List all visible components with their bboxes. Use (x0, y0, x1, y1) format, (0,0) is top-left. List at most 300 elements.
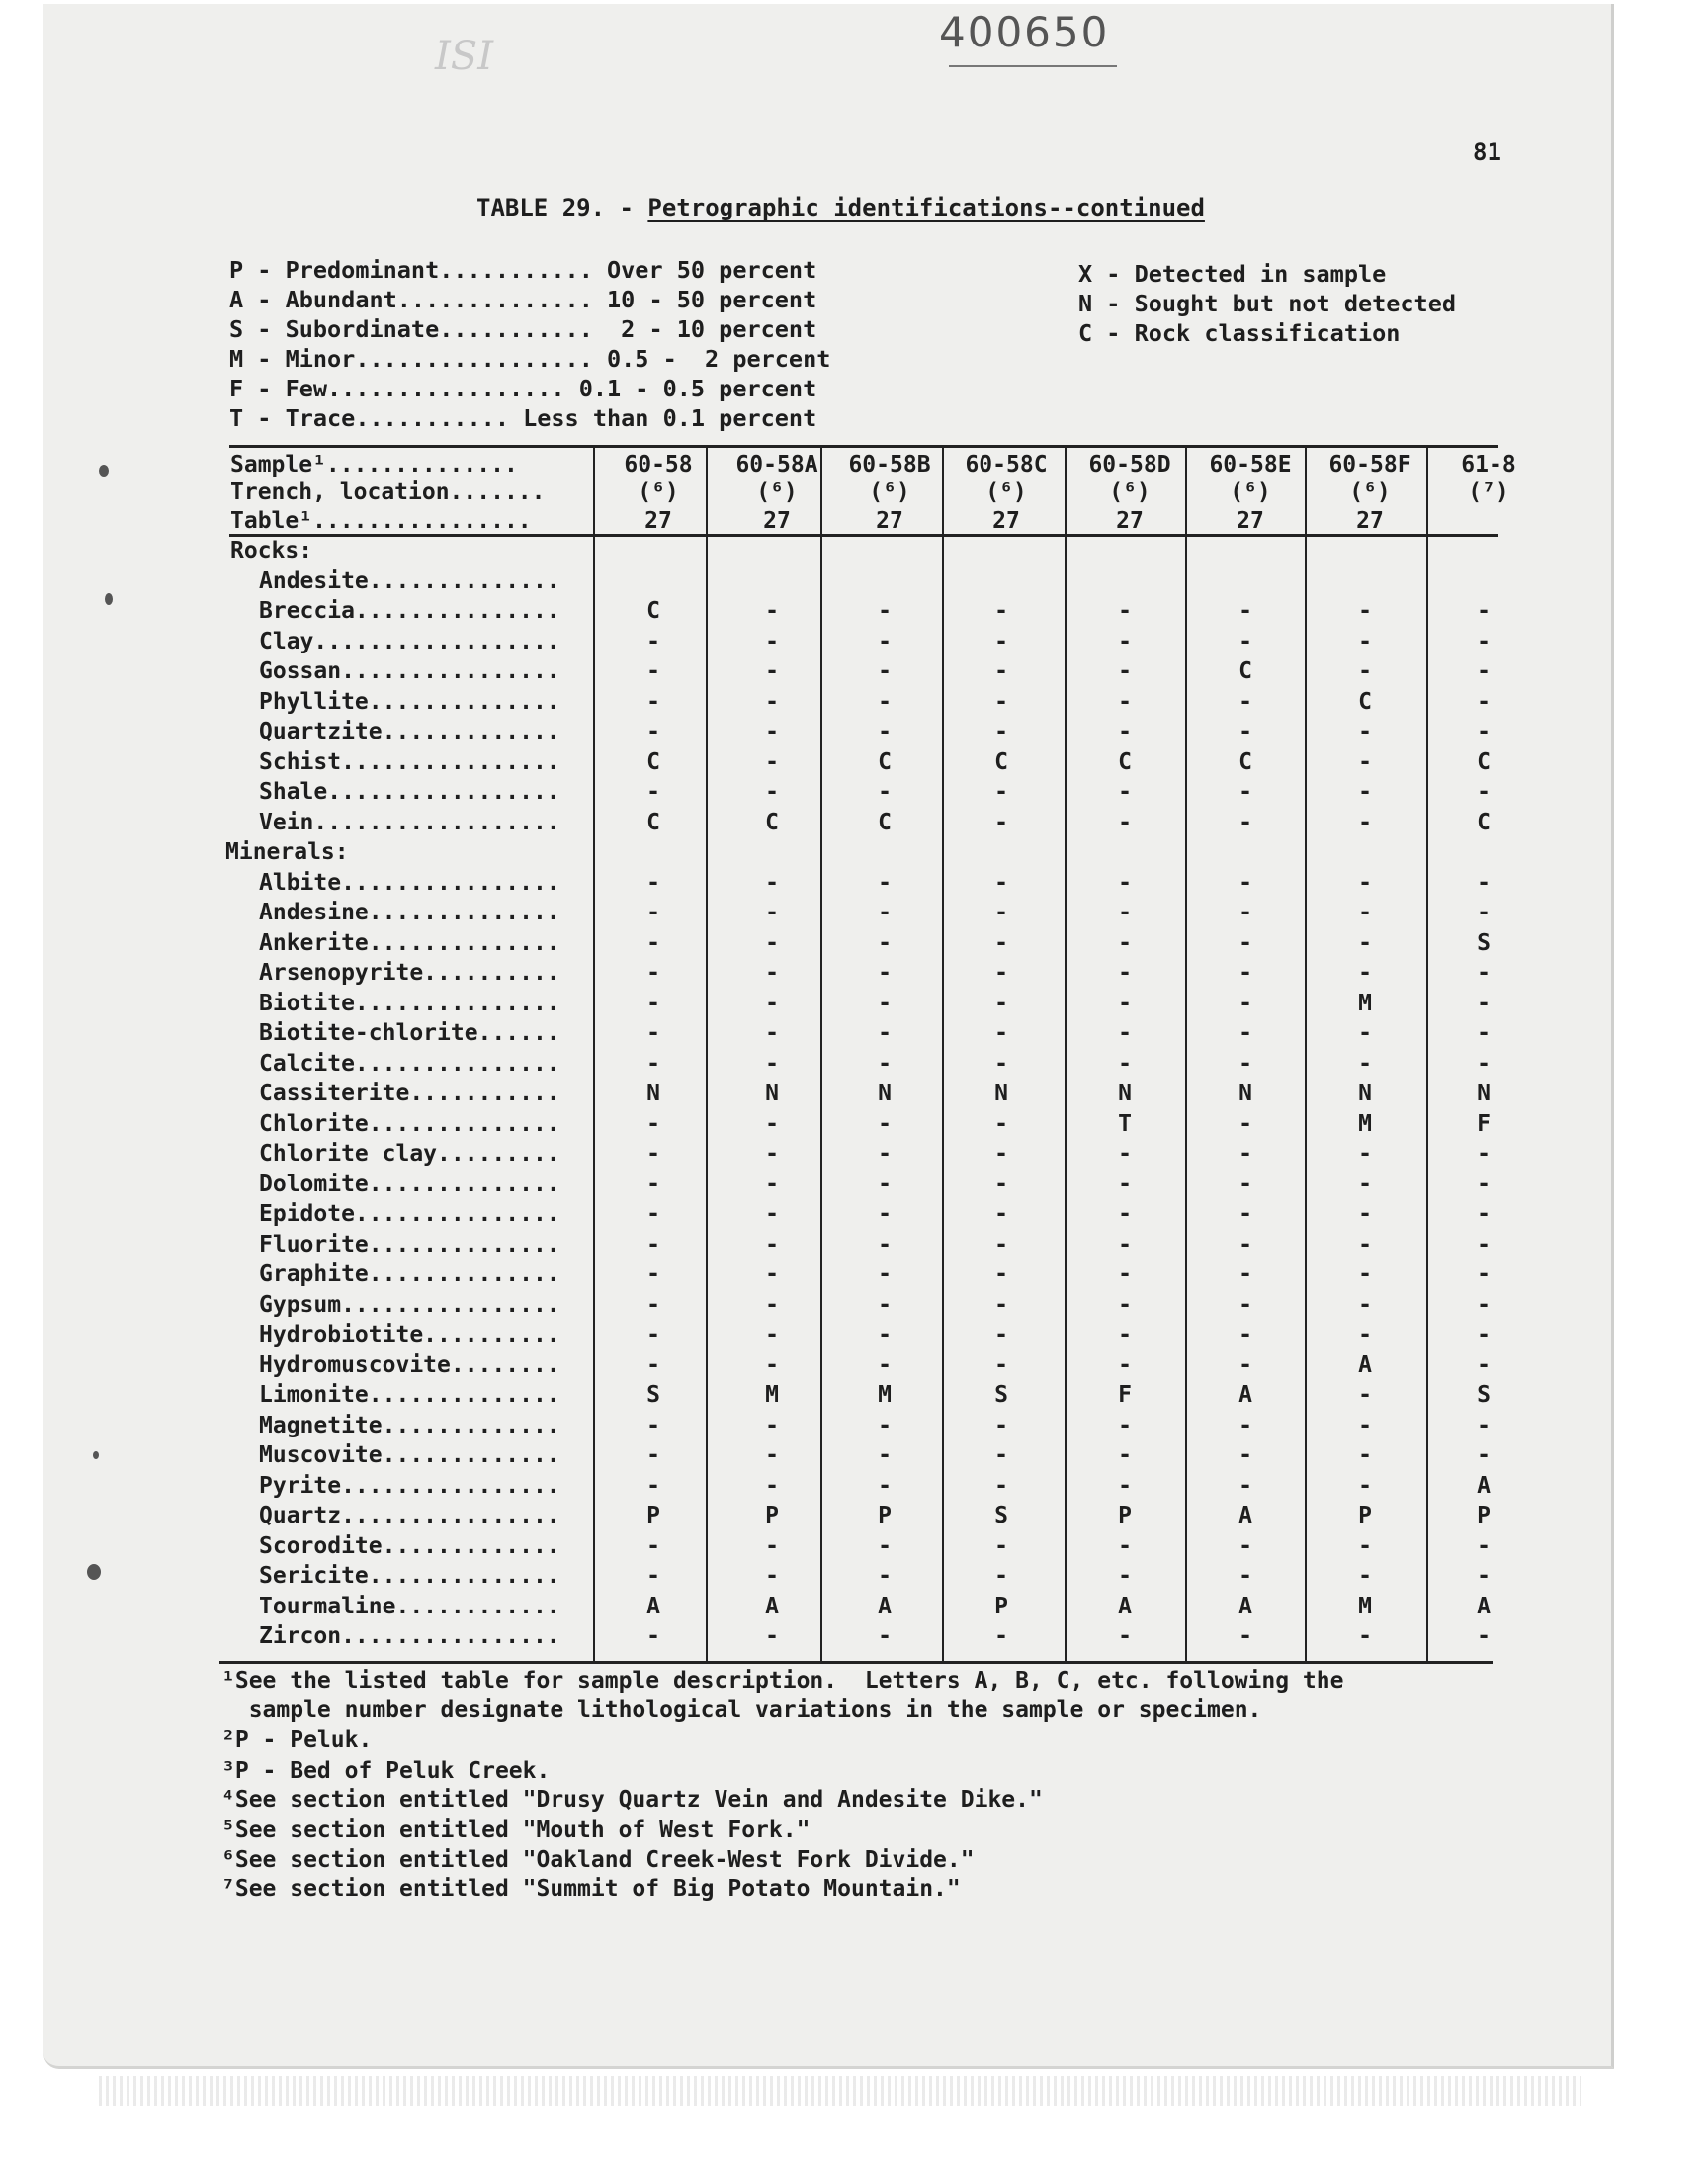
table-cell: - (1238, 1563, 1252, 1589)
table-cell: A (1477, 1472, 1491, 1499)
table-cell: - (765, 1563, 779, 1589)
legend-entry: T - Trace........... Less than 0.1 percent (229, 404, 817, 432)
footnote: ⁶See section entitled "Oakland Creek-West Fork Divide." (221, 1847, 975, 1873)
table-cell: M (765, 1382, 779, 1408)
table-cell: - (646, 719, 660, 744)
table-cell: - (1477, 1262, 1491, 1287)
row-label: Hydrobiotite.......... (259, 1322, 560, 1348)
table-cell: - (878, 1623, 892, 1649)
table-cell: - (1477, 990, 1491, 1016)
legend-entry: M - Minor................. 0.5 - 2 percent (229, 345, 831, 373)
legend-entry: F - Few................. 0.1 - 0.5 percent (229, 375, 817, 402)
table-cell: A (1477, 1593, 1491, 1619)
table-cell: - (878, 1412, 892, 1438)
table-cell: C (1358, 688, 1372, 715)
table-cell: - (1358, 779, 1372, 805)
table-cell: - (878, 1262, 892, 1287)
table-cell: - (765, 1141, 779, 1167)
table-cell: - (1358, 1563, 1372, 1589)
table-cell: - (646, 960, 660, 986)
table-cell: - (1238, 1020, 1252, 1046)
table-cell: - (765, 1412, 779, 1438)
table-cell: - (1118, 960, 1132, 986)
table-cell: - (994, 688, 1008, 715)
table-cell: - (994, 1141, 1008, 1167)
table-cell: F (1477, 1110, 1491, 1137)
table-cell: - (878, 900, 892, 925)
table-cell: - (1238, 1412, 1252, 1438)
footnote: ²P - Peluk. (221, 1727, 373, 1754)
table-cell: - (878, 929, 892, 956)
table-cell: C (646, 598, 660, 624)
table-cell: M (1358, 1110, 1372, 1137)
table-cell: - (765, 1623, 779, 1649)
table-cell: - (878, 688, 892, 715)
row-label: Scorodite............. (259, 1532, 560, 1559)
table-cell: - (1477, 658, 1491, 684)
table-cell: - (646, 1020, 660, 1046)
table-cell: P (1118, 1503, 1132, 1528)
table-cell: S (646, 1382, 660, 1408)
table-cell: N (1238, 1081, 1252, 1106)
table-cell: - (1238, 900, 1252, 925)
column-table: 27 (992, 508, 1020, 534)
table-cell: - (1238, 719, 1252, 744)
table-cell: N (646, 1081, 660, 1106)
table-cell: - (994, 900, 1008, 925)
table-cell: - (1358, 1382, 1372, 1408)
legend-entry: P - Predominant........... Over 50 percent (229, 256, 817, 284)
row-label: Zircon................ (259, 1623, 560, 1649)
table-cell: - (646, 779, 660, 805)
table-cell: - (765, 748, 779, 775)
table-cell: C (646, 809, 660, 835)
table-cell: - (646, 900, 660, 925)
table-cell: N (1477, 1081, 1491, 1106)
table-cell: - (1358, 1291, 1372, 1318)
table-cell: - (646, 929, 660, 956)
table-cell: - (1238, 1141, 1252, 1167)
table-cell: N (878, 1081, 892, 1106)
table-cell: - (878, 1322, 892, 1348)
table-cell: N (1358, 1081, 1372, 1106)
table-cell: - (1238, 1050, 1252, 1077)
table-cell: - (878, 1291, 892, 1318)
table-cell: - (1477, 1563, 1491, 1589)
table-cell: - (1477, 1623, 1491, 1649)
table-cell: - (646, 1322, 660, 1348)
table-cell: - (994, 1412, 1008, 1438)
table-cell: - (1118, 1020, 1132, 1046)
table-cell: - (1477, 1291, 1491, 1318)
table-cell: - (1358, 1532, 1372, 1559)
table-cell: - (765, 1532, 779, 1559)
column-table: 27 (763, 508, 791, 534)
column-table: 27 (1116, 508, 1144, 534)
table-cell: - (1118, 1201, 1132, 1227)
table-cell: - (994, 990, 1008, 1016)
table-cell: - (1358, 658, 1372, 684)
row-label: Calcite............... (259, 1050, 560, 1077)
table-cell: M (878, 1382, 892, 1408)
table-cell: - (765, 869, 779, 896)
table-cell: - (1118, 990, 1132, 1016)
table-cell: P (646, 1503, 660, 1528)
table-cell: - (1118, 1262, 1132, 1287)
table-cell: - (646, 658, 660, 684)
table-cell: - (1238, 1472, 1252, 1499)
table-cell: - (1118, 1412, 1132, 1438)
table-cell: - (1238, 809, 1252, 835)
table-cell: - (1477, 1412, 1491, 1438)
table-cell: - (1238, 1322, 1252, 1348)
table-bottom-rule (219, 1661, 1493, 1664)
abundance-legend (229, 255, 830, 433)
table-cell: - (765, 688, 779, 715)
column-trench: (⁶) (1230, 479, 1271, 505)
table-cell: - (878, 598, 892, 624)
table-cell: - (1118, 1623, 1132, 1649)
table-cell: C (1238, 658, 1252, 684)
table-cell: - (1238, 1442, 1252, 1468)
table-cell: - (1118, 809, 1132, 835)
row-label: Schist................ (259, 748, 560, 775)
table-cell: - (646, 1201, 660, 1227)
table-cell: - (765, 1322, 779, 1348)
table-cell: - (765, 598, 779, 624)
column-trench: (⁷) (1468, 479, 1509, 505)
footnote: ¹See the listed table for sample description. Letters A, B, C, etc. following the (221, 1668, 1344, 1694)
table-cell: - (646, 1623, 660, 1649)
table-cell: - (994, 1050, 1008, 1077)
table-cell: P (1358, 1503, 1372, 1528)
table-cell: - (1477, 960, 1491, 986)
table-cell: - (878, 1351, 892, 1378)
table-cell: - (646, 990, 660, 1016)
table-cell: A (1238, 1382, 1252, 1408)
table-cell: S (1477, 1382, 1491, 1408)
table-cell: - (1118, 1351, 1132, 1378)
table-cell: - (994, 809, 1008, 835)
table-top-rule (229, 445, 1498, 448)
table-cell: - (646, 1110, 660, 1137)
table-cell: - (765, 1171, 779, 1197)
table-cell: - (1358, 598, 1372, 624)
table-cell: A (1358, 1351, 1372, 1378)
table-cell: - (1238, 1262, 1252, 1287)
table-cell: - (994, 1262, 1008, 1287)
table-cell: A (1118, 1593, 1132, 1619)
table-cell: - (646, 628, 660, 654)
table-cell: M (1358, 1593, 1372, 1619)
column-sample: 60-58D (1088, 452, 1171, 478)
table-cell: - (1118, 1532, 1132, 1559)
table-cell: - (1118, 869, 1132, 896)
table-cell: - (994, 779, 1008, 805)
row-label: Tourmaline............ (259, 1593, 560, 1619)
row-label: Graphite.............. (259, 1262, 560, 1287)
table-cell: - (994, 1351, 1008, 1378)
row-label: Phyllite.............. (259, 688, 560, 715)
table-cell: - (765, 1050, 779, 1077)
table-cell: M (1358, 990, 1372, 1016)
table-cell: - (1238, 929, 1252, 956)
table-cell: - (1477, 900, 1491, 925)
table-cell: - (1358, 1623, 1372, 1649)
row-label: Pyrite................ (259, 1472, 560, 1499)
table-cell: - (994, 719, 1008, 744)
table-cell: - (1118, 628, 1132, 654)
table-cell: - (1238, 1623, 1252, 1649)
column-table: 27 (876, 508, 903, 534)
legend-entry: S - Subordinate........... 2 - 10 percent (229, 315, 817, 343)
table-cell: - (765, 960, 779, 986)
table-cell: - (646, 1262, 660, 1287)
table-cell: - (1477, 1532, 1491, 1559)
table-cell: P (878, 1503, 892, 1528)
table-cell: N (1118, 1081, 1132, 1106)
column-trench: (⁶) (1109, 479, 1151, 505)
row-label: Chlorite.............. (259, 1110, 560, 1137)
table-cell: - (994, 1623, 1008, 1649)
table-cell: - (878, 1472, 892, 1499)
table-cell: - (994, 1442, 1008, 1468)
table-cell: - (994, 598, 1008, 624)
table-cell: - (994, 1472, 1008, 1499)
column-sample: 60-58E (1209, 452, 1292, 478)
table-cell: - (1238, 960, 1252, 986)
table-cell: - (1358, 1412, 1372, 1438)
table-cell: C (878, 809, 892, 835)
table-cell: A (765, 1593, 779, 1619)
table-cell: C (1477, 748, 1491, 775)
table-cell: - (1238, 628, 1252, 654)
table-cell: - (765, 990, 779, 1016)
section-heading: Minerals: (225, 839, 349, 865)
table-cell: P (765, 1503, 779, 1528)
table-cell: - (765, 1442, 779, 1468)
stamp-underline (949, 65, 1117, 67)
table-cell: - (1358, 1262, 1372, 1287)
row-label: Dolomite.............. (259, 1171, 560, 1197)
table-cell: - (1477, 598, 1491, 624)
row-label: Epidote............... (259, 1201, 560, 1227)
column-sample: 60-58 (624, 452, 693, 478)
table-cell: C (765, 809, 779, 835)
table-cell: - (1238, 1110, 1252, 1137)
table-cell: - (1477, 1020, 1491, 1046)
table-cell: - (1358, 1472, 1372, 1499)
table-cell: A (1238, 1503, 1252, 1528)
table-cell: - (1238, 1171, 1252, 1197)
table-cell: - (1358, 1231, 1372, 1258)
table-cell: - (994, 1563, 1008, 1589)
table-cell: - (1238, 598, 1252, 624)
table-cell: - (994, 1231, 1008, 1258)
table-cell: - (878, 990, 892, 1016)
table-cell: - (765, 1472, 779, 1499)
table-cell: - (878, 1563, 892, 1589)
footnote: ⁷See section entitled "Summit of Big Potato Mountain." (221, 1876, 961, 1903)
table-cell: C (878, 748, 892, 775)
table-cell: - (994, 1322, 1008, 1348)
section-heading: Rocks: (230, 538, 313, 564)
table-cell: N (765, 1081, 779, 1106)
table-cell: - (878, 1532, 892, 1559)
row-label: Breccia............... (259, 598, 560, 624)
table-cell: - (1118, 929, 1132, 956)
table-cell: - (878, 628, 892, 654)
table-cell: - (1118, 658, 1132, 684)
table-title-prefix: TABLE 29. - (476, 194, 648, 221)
column-trench: (⁶) (638, 479, 679, 505)
legend-entry: A - Abundant.............. 10 - 50 percent (229, 286, 817, 313)
table-cell: A (878, 1593, 892, 1619)
table-cell: - (994, 1171, 1008, 1197)
table-cell: - (765, 628, 779, 654)
table-title-text: Petrographic identifications--continued (647, 194, 1205, 221)
table-cell: - (1238, 688, 1252, 715)
table-cell: C (646, 748, 660, 775)
table-cell: - (765, 1020, 779, 1046)
table-cell: - (1358, 628, 1372, 654)
table-cell: - (1358, 960, 1372, 986)
column-trench: (⁶) (756, 479, 798, 505)
table-cell: - (1118, 900, 1132, 925)
column-trench: (⁶) (869, 479, 910, 505)
table-cell: - (765, 779, 779, 805)
table-cell: - (878, 1442, 892, 1468)
table-cell: - (878, 1201, 892, 1227)
table-cell: - (1477, 779, 1491, 805)
row-label: Quartzite............. (259, 719, 560, 744)
row-label: Biotite............... (259, 990, 560, 1016)
row-label: Sericite.............. (259, 1563, 560, 1589)
table-cell: - (1477, 1351, 1491, 1378)
column-table: 27 (1237, 508, 1264, 534)
header-label: Trench, location....... (230, 479, 546, 505)
table-cell: - (646, 1351, 660, 1378)
table-cell: - (646, 1050, 660, 1077)
hole-punch-mark (87, 1564, 101, 1580)
table-cell: - (646, 1141, 660, 1167)
table-cell: - (878, 1020, 892, 1046)
row-label: Quartz................ (259, 1503, 560, 1528)
row-label: Andesine.............. (259, 900, 560, 925)
table-cell: - (1118, 1171, 1132, 1197)
table-cell: - (994, 1201, 1008, 1227)
row-label: Hydromuscovite........ (259, 1351, 560, 1378)
faint-handwriting: ISI (435, 34, 494, 79)
table-cell: - (765, 1262, 779, 1287)
row-label: Andesite.............. (259, 567, 560, 594)
table-cell: - (1477, 628, 1491, 654)
column-trench: (⁶) (1349, 479, 1391, 505)
legend-entry: N - Sought but not detected (1078, 290, 1457, 317)
row-label: Cassiterite........... (259, 1081, 560, 1106)
table-cell: C (1238, 748, 1252, 775)
table-cell: - (878, 779, 892, 805)
row-label: Clay.................. (259, 628, 560, 654)
table-cell: - (994, 1110, 1008, 1137)
table-cell: - (1477, 1171, 1491, 1197)
table-cell: - (994, 628, 1008, 654)
header-label: Sample¹.............. (230, 452, 518, 478)
table-cell: - (1358, 1442, 1372, 1468)
row-label: Shale................. (259, 779, 560, 805)
table-cell: - (1118, 779, 1132, 805)
table-cell: - (1238, 1231, 1252, 1258)
table-cell: F (1118, 1382, 1132, 1408)
table-cell: - (765, 1201, 779, 1227)
page-number: 81 (1473, 138, 1501, 166)
footnote: ³P - Bed of Peluk Creek. (221, 1757, 551, 1784)
table-cell: - (1238, 1351, 1252, 1378)
column-table: 27 (1356, 508, 1384, 534)
legend-entry: C - Rock classification (1078, 319, 1401, 347)
row-label: Vein.................. (259, 809, 560, 835)
table-cell: - (1118, 598, 1132, 624)
table-cell: N (994, 1081, 1008, 1106)
table-cell: C (1118, 748, 1132, 775)
table-cell: - (1358, 719, 1372, 744)
row-label: Ankerite.............. (259, 929, 560, 956)
table-cell: - (1358, 1141, 1372, 1167)
table-cell: - (1238, 1291, 1252, 1318)
table-cell: - (1238, 1201, 1252, 1227)
header-label: Table¹................ (230, 508, 532, 534)
archive-stamp-number: 400650 (939, 8, 1110, 56)
table-cell: - (878, 1141, 892, 1167)
table-cell: - (765, 1291, 779, 1318)
table-cell: A (646, 1593, 660, 1619)
table-cell: - (1358, 748, 1372, 775)
table-cell: - (1477, 869, 1491, 896)
table-cell: S (994, 1382, 1008, 1408)
table-cell: - (1238, 990, 1252, 1016)
row-label: Biotite-chlorite...... (259, 1020, 560, 1046)
table-cell: - (646, 1412, 660, 1438)
table-cell: - (646, 688, 660, 715)
table-cell: - (994, 1291, 1008, 1318)
table-cell: - (1477, 688, 1491, 715)
legend-entry: X - Detected in sample (1078, 260, 1387, 288)
table-title (476, 194, 1205, 221)
table-cell: - (1477, 1442, 1491, 1468)
table-cell: - (994, 1020, 1008, 1046)
table-cell: - (646, 1563, 660, 1589)
table-cell: - (765, 1110, 779, 1137)
table-cell: C (994, 748, 1008, 775)
hole-punch-mark (93, 1451, 99, 1459)
table-cell: - (878, 869, 892, 896)
table-cell: - (765, 1231, 779, 1258)
table-cell: - (878, 960, 892, 986)
column-sample: 61-8 (1461, 452, 1516, 478)
table-cell: - (878, 1050, 892, 1077)
scan-artifact (99, 2076, 1581, 2106)
table-cell: - (1118, 1141, 1132, 1167)
row-label: Chlorite clay......... (259, 1141, 560, 1167)
column-trench: (⁶) (985, 479, 1027, 505)
row-label: Fluorite.............. (259, 1231, 560, 1258)
table-cell: - (1118, 719, 1132, 744)
table-cell: - (646, 1532, 660, 1559)
detection-legend (1078, 259, 1456, 348)
row-label: Muscovite............. (259, 1442, 560, 1468)
table-cell: - (765, 1351, 779, 1378)
footnote: ⁵See section entitled "Mouth of West Fork." (221, 1817, 811, 1843)
